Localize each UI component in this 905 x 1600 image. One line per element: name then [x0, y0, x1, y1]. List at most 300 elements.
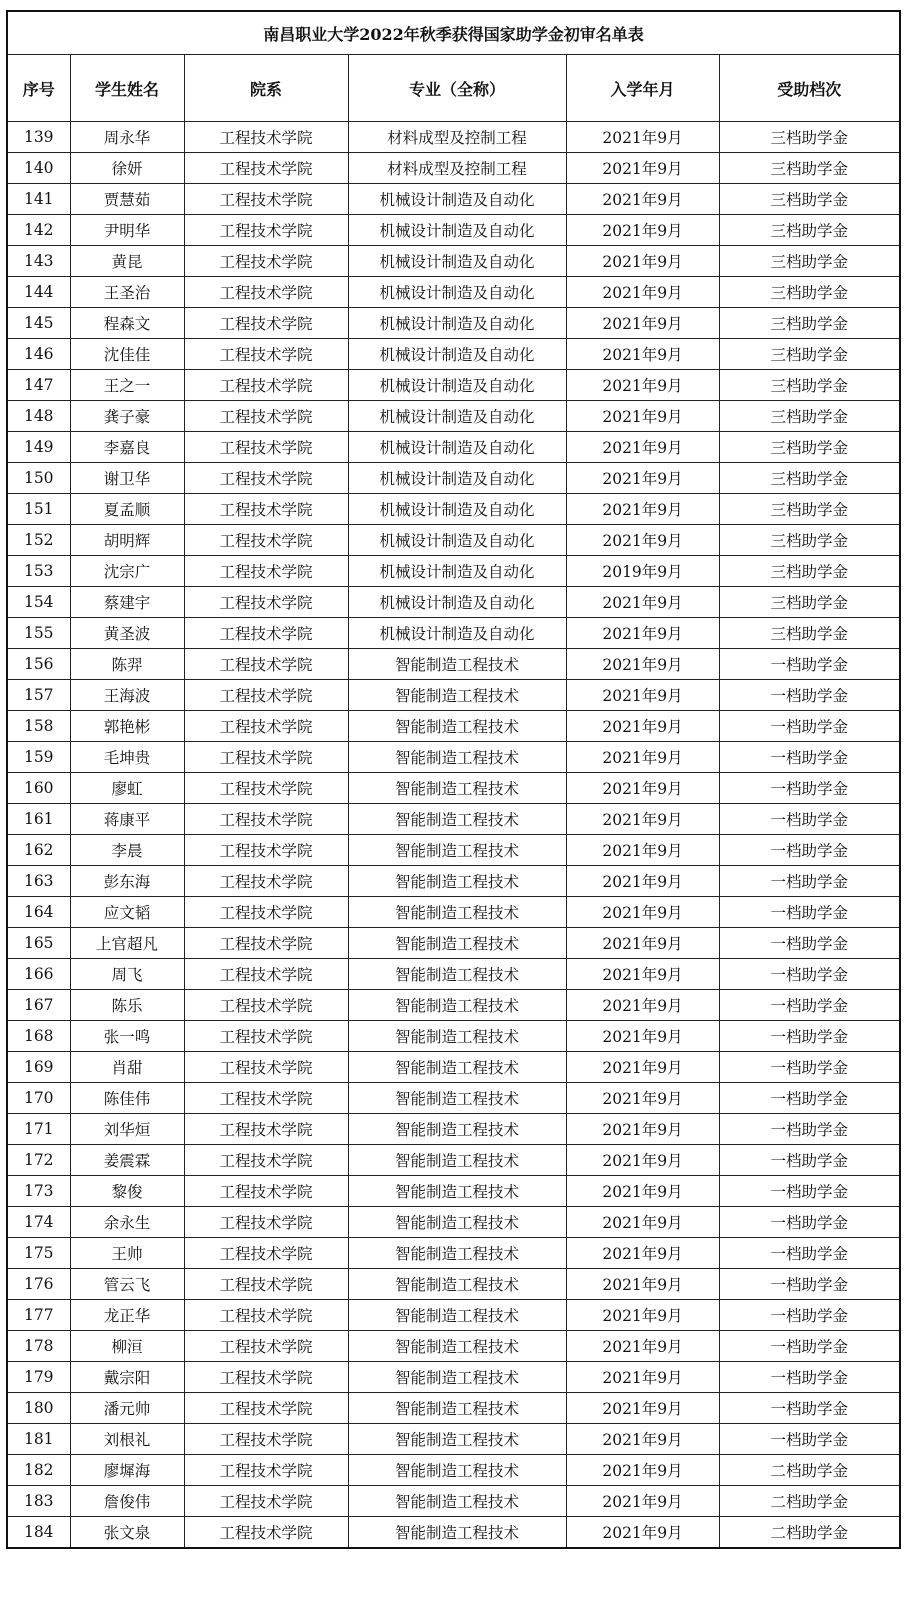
cell-major: 智能制造工程技术: [348, 959, 566, 990]
cell-student-name: 黄圣波: [70, 618, 184, 649]
cell-department: 工程技术学院: [184, 680, 348, 711]
cell-grant-level: 一档助学金: [719, 1331, 900, 1362]
cell-index: 153: [7, 556, 70, 587]
cell-grant-level: 一档助学金: [719, 1114, 900, 1145]
cell-department: 工程技术学院: [184, 122, 348, 153]
cell-index: 150: [7, 463, 70, 494]
cell-grant-level: 一档助学金: [719, 742, 900, 773]
cell-student-name: 黎俊: [70, 1176, 184, 1207]
cell-major: 材料成型及控制工程: [348, 122, 566, 153]
cell-index: 164: [7, 897, 70, 928]
cell-major: 智能制造工程技术: [348, 1517, 566, 1549]
cell-grant-level: 一档助学金: [719, 835, 900, 866]
cell-grant-level: 三档助学金: [719, 184, 900, 215]
cell-index: 151: [7, 494, 70, 525]
table-row: [7, 897, 900, 928]
cell-major: 机械设计制造及自动化: [348, 494, 566, 525]
cell-enrollment: 2021年9月: [566, 1145, 719, 1176]
cell-enrollment: 2021年9月: [566, 618, 719, 649]
cell-enrollment: 2021年9月: [566, 773, 719, 804]
cell-grant-level: 三档助学金: [719, 246, 900, 277]
cell-grant-level: 三档助学金: [719, 215, 900, 246]
cell-enrollment: 2021年9月: [566, 370, 719, 401]
cell-department: 工程技术学院: [184, 1362, 348, 1393]
cell-major: 智能制造工程技术: [348, 1486, 566, 1517]
cell-department: 工程技术学院: [184, 370, 348, 401]
cell-grant-level: 一档助学金: [719, 711, 900, 742]
cell-major: 机械设计制造及自动化: [348, 618, 566, 649]
cell-major: 智能制造工程技术: [348, 1021, 566, 1052]
cell-grant-level: 一档助学金: [719, 1269, 900, 1300]
cell-index: 184: [7, 1517, 70, 1549]
title-row: [7, 11, 900, 55]
cell-major: 智能制造工程技术: [348, 835, 566, 866]
col-header-enrollment: 入学年月: [566, 55, 719, 122]
table-row: [7, 246, 900, 277]
cell-grant-level: 三档助学金: [719, 618, 900, 649]
cell-enrollment: 2021年9月: [566, 649, 719, 680]
cell-index: 165: [7, 928, 70, 959]
cell-index: 170: [7, 1083, 70, 1114]
cell-index: 147: [7, 370, 70, 401]
cell-major: 机械设计制造及自动化: [348, 432, 566, 463]
table-title: 南昌职业大学2022年秋季获得国家助学金初审名单表: [7, 11, 900, 55]
cell-department: 工程技术学院: [184, 1424, 348, 1455]
cell-major: 智能制造工程技术: [348, 680, 566, 711]
cell-major: 智能制造工程技术: [348, 742, 566, 773]
cell-department: 工程技术学院: [184, 804, 348, 835]
cell-index: 163: [7, 866, 70, 897]
cell-index: 160: [7, 773, 70, 804]
cell-enrollment: 2021年9月: [566, 1517, 719, 1549]
cell-major: 智能制造工程技术: [348, 773, 566, 804]
cell-index: 173: [7, 1176, 70, 1207]
cell-student-name: 刘根礼: [70, 1424, 184, 1455]
cell-index: 149: [7, 432, 70, 463]
table-row: [7, 215, 900, 246]
cell-department: 工程技术学院: [184, 1300, 348, 1331]
cell-student-name: 王帅: [70, 1238, 184, 1269]
grant-list-table: [6, 10, 901, 1549]
cell-enrollment: 2021年9月: [566, 432, 719, 463]
cell-grant-level: 一档助学金: [719, 990, 900, 1021]
cell-index: 162: [7, 835, 70, 866]
cell-index: 178: [7, 1331, 70, 1362]
cell-department: 工程技术学院: [184, 1269, 348, 1300]
cell-index: 168: [7, 1021, 70, 1052]
cell-department: 工程技术学院: [184, 959, 348, 990]
table-row: [7, 1238, 900, 1269]
cell-enrollment: 2021年9月: [566, 1331, 719, 1362]
cell-department: 工程技术学院: [184, 1083, 348, 1114]
cell-department: 工程技术学院: [184, 990, 348, 1021]
table-row: [7, 742, 900, 773]
cell-student-name: 陈佳伟: [70, 1083, 184, 1114]
table-row: [7, 1424, 900, 1455]
cell-department: 工程技术学院: [184, 897, 348, 928]
table-row: [7, 1393, 900, 1424]
cell-major: 机械设计制造及自动化: [348, 184, 566, 215]
table-row: [7, 1114, 900, 1145]
cell-major: 机械设计制造及自动化: [348, 525, 566, 556]
cell-grant-level: 三档助学金: [719, 153, 900, 184]
cell-enrollment: 2021年9月: [566, 277, 719, 308]
table-row: [7, 1176, 900, 1207]
cell-index: 159: [7, 742, 70, 773]
cell-department: 工程技术学院: [184, 432, 348, 463]
cell-student-name: 张文泉: [70, 1517, 184, 1549]
cell-major: 智能制造工程技术: [348, 1238, 566, 1269]
cell-index: 167: [7, 990, 70, 1021]
cell-grant-level: 三档助学金: [719, 556, 900, 587]
cell-index: 140: [7, 153, 70, 184]
cell-student-name: 李嘉良: [70, 432, 184, 463]
cell-student-name: 彭东海: [70, 866, 184, 897]
cell-enrollment: 2021年9月: [566, 804, 719, 835]
cell-major: 智能制造工程技术: [348, 804, 566, 835]
cell-index: 180: [7, 1393, 70, 1424]
cell-major: 智能制造工程技术: [348, 897, 566, 928]
cell-student-name: 龙正华: [70, 1300, 184, 1331]
cell-major: 智能制造工程技术: [348, 1393, 566, 1424]
cell-index: 141: [7, 184, 70, 215]
cell-major: 智能制造工程技术: [348, 1083, 566, 1114]
cell-enrollment: 2021年9月: [566, 525, 719, 556]
table-row: [7, 1362, 900, 1393]
cell-enrollment: 2021年9月: [566, 835, 719, 866]
cell-grant-level: 三档助学金: [719, 432, 900, 463]
cell-student-name: 毛坤贵: [70, 742, 184, 773]
cell-index: 174: [7, 1207, 70, 1238]
cell-enrollment: 2021年9月: [566, 215, 719, 246]
table-body: [7, 122, 900, 1549]
cell-department: 工程技术学院: [184, 649, 348, 680]
table-row: [7, 1486, 900, 1517]
cell-department: 工程技术学院: [184, 1486, 348, 1517]
cell-enrollment: 2019年9月: [566, 556, 719, 587]
cell-department: 工程技术学院: [184, 339, 348, 370]
table-row: [7, 1300, 900, 1331]
cell-enrollment: 2021年9月: [566, 1424, 719, 1455]
table-row: [7, 866, 900, 897]
cell-department: 工程技术学院: [184, 277, 348, 308]
cell-enrollment: 2021年9月: [566, 990, 719, 1021]
table-row: [7, 1517, 900, 1549]
cell-enrollment: 2021年9月: [566, 1486, 719, 1517]
cell-enrollment: 2021年9月: [566, 1455, 719, 1486]
cell-department: 工程技术学院: [184, 866, 348, 897]
cell-major: 机械设计制造及自动化: [348, 370, 566, 401]
cell-grant-level: 一档助学金: [719, 1021, 900, 1052]
cell-student-name: 刘华烜: [70, 1114, 184, 1145]
cell-enrollment: 2021年9月: [566, 122, 719, 153]
cell-enrollment: 2021年9月: [566, 153, 719, 184]
cell-student-name: 詹俊伟: [70, 1486, 184, 1517]
cell-department: 工程技术学院: [184, 1455, 348, 1486]
table-row: [7, 1021, 900, 1052]
cell-student-name: 陈羿: [70, 649, 184, 680]
cell-enrollment: 2021年9月: [566, 587, 719, 618]
cell-major: 智能制造工程技术: [348, 1362, 566, 1393]
cell-major: 智能制造工程技术: [348, 1145, 566, 1176]
cell-index: 152: [7, 525, 70, 556]
cell-student-name: 廖墀海: [70, 1455, 184, 1486]
cell-index: 156: [7, 649, 70, 680]
col-header-name: 学生姓名: [70, 55, 184, 122]
cell-student-name: 徐妍: [70, 153, 184, 184]
cell-enrollment: 2021年9月: [566, 308, 719, 339]
cell-grant-level: 一档助学金: [719, 1083, 900, 1114]
cell-major: 智能制造工程技术: [348, 1269, 566, 1300]
cell-department: 工程技术学院: [184, 494, 348, 525]
cell-grant-level: 三档助学金: [719, 308, 900, 339]
cell-major: 机械设计制造及自动化: [348, 215, 566, 246]
cell-grant-level: 一档助学金: [719, 1424, 900, 1455]
cell-student-name: 胡明辉: [70, 525, 184, 556]
cell-grant-level: 三档助学金: [719, 525, 900, 556]
cell-department: 工程技术学院: [184, 1331, 348, 1362]
cell-department: 工程技术学院: [184, 742, 348, 773]
cell-department: 工程技术学院: [184, 1393, 348, 1424]
table-row: [7, 1455, 900, 1486]
cell-grant-level: 一档助学金: [719, 866, 900, 897]
table-row: [7, 1207, 900, 1238]
cell-index: 157: [7, 680, 70, 711]
cell-major: 智能制造工程技术: [348, 1176, 566, 1207]
cell-major: 智能制造工程技术: [348, 1207, 566, 1238]
table-row: [7, 1083, 900, 1114]
cell-student-name: 廖虹: [70, 773, 184, 804]
cell-enrollment: 2021年9月: [566, 1052, 719, 1083]
cell-enrollment: 2021年9月: [566, 1269, 719, 1300]
cell-grant-level: 一档助学金: [719, 649, 900, 680]
table-row: [7, 463, 900, 494]
cell-department: 工程技术学院: [184, 463, 348, 494]
cell-index: 172: [7, 1145, 70, 1176]
cell-enrollment: 2021年9月: [566, 1021, 719, 1052]
col-header-index: 序号: [7, 55, 70, 122]
cell-index: 146: [7, 339, 70, 370]
table-row: [7, 680, 900, 711]
cell-student-name: 余永生: [70, 1207, 184, 1238]
cell-student-name: 沈佳佳: [70, 339, 184, 370]
cell-grant-level: 三档助学金: [719, 277, 900, 308]
cell-grant-level: 二档助学金: [719, 1517, 900, 1549]
cell-index: 144: [7, 277, 70, 308]
cell-grant-level: 一档助学金: [719, 804, 900, 835]
cell-enrollment: 2021年9月: [566, 711, 719, 742]
cell-student-name: 潘元帅: [70, 1393, 184, 1424]
table-row: [7, 711, 900, 742]
cell-enrollment: 2021年9月: [566, 1207, 719, 1238]
cell-enrollment: 2021年9月: [566, 680, 719, 711]
cell-enrollment: 2021年9月: [566, 401, 719, 432]
cell-student-name: 应文韬: [70, 897, 184, 928]
cell-grant-level: 一档助学金: [719, 1300, 900, 1331]
cell-enrollment: 2021年9月: [566, 1393, 719, 1424]
table-row: [7, 928, 900, 959]
cell-index: 148: [7, 401, 70, 432]
cell-enrollment: 2021年9月: [566, 1300, 719, 1331]
table-row: [7, 1145, 900, 1176]
cell-grant-level: 三档助学金: [719, 401, 900, 432]
cell-student-name: 姜震霖: [70, 1145, 184, 1176]
cell-student-name: 周永华: [70, 122, 184, 153]
table-row: [7, 339, 900, 370]
cell-grant-level: 一档助学金: [719, 1145, 900, 1176]
cell-student-name: 肖甜: [70, 1052, 184, 1083]
cell-enrollment: 2021年9月: [566, 1083, 719, 1114]
cell-enrollment: 2021年9月: [566, 866, 719, 897]
table-row: [7, 1052, 900, 1083]
cell-department: 工程技术学院: [184, 1114, 348, 1145]
table-row: [7, 401, 900, 432]
cell-major: 智能制造工程技术: [348, 711, 566, 742]
cell-department: 工程技术学院: [184, 711, 348, 742]
cell-department: 工程技术学院: [184, 246, 348, 277]
cell-index: 166: [7, 959, 70, 990]
cell-grant-level: 二档助学金: [719, 1486, 900, 1517]
cell-student-name: 柳洹: [70, 1331, 184, 1362]
cell-index: 161: [7, 804, 70, 835]
cell-department: 工程技术学院: [184, 1052, 348, 1083]
table-row: [7, 277, 900, 308]
cell-grant-level: 一档助学金: [719, 897, 900, 928]
cell-enrollment: 2021年9月: [566, 959, 719, 990]
cell-department: 工程技术学院: [184, 587, 348, 618]
cell-major: 智能制造工程技术: [348, 1300, 566, 1331]
cell-grant-level: 一档助学金: [719, 928, 900, 959]
cell-grant-level: 三档助学金: [719, 494, 900, 525]
cell-enrollment: 2021年9月: [566, 184, 719, 215]
table-row: [7, 525, 900, 556]
cell-student-name: 上官超凡: [70, 928, 184, 959]
table-row: [7, 773, 900, 804]
cell-department: 工程技术学院: [184, 525, 348, 556]
cell-index: 142: [7, 215, 70, 246]
table-row: [7, 1331, 900, 1362]
table-row: [7, 308, 900, 339]
cell-student-name: 谢卫华: [70, 463, 184, 494]
cell-grant-level: 一档助学金: [719, 1207, 900, 1238]
cell-department: 工程技术学院: [184, 1207, 348, 1238]
cell-department: 工程技术学院: [184, 1145, 348, 1176]
cell-department: 工程技术学院: [184, 308, 348, 339]
cell-grant-level: 一档助学金: [719, 1393, 900, 1424]
cell-index: 169: [7, 1052, 70, 1083]
cell-department: 工程技术学院: [184, 1021, 348, 1052]
table-row: [7, 804, 900, 835]
cell-department: 工程技术学院: [184, 1176, 348, 1207]
table-row: [7, 990, 900, 1021]
cell-enrollment: 2021年9月: [566, 1176, 719, 1207]
table-row: [7, 370, 900, 401]
cell-major: 机械设计制造及自动化: [348, 339, 566, 370]
cell-grant-level: 三档助学金: [719, 370, 900, 401]
cell-grant-level: 三档助学金: [719, 463, 900, 494]
cell-department: 工程技术学院: [184, 1517, 348, 1549]
cell-major: 智能制造工程技术: [348, 1424, 566, 1455]
cell-index: 179: [7, 1362, 70, 1393]
cell-index: 155: [7, 618, 70, 649]
cell-major: 机械设计制造及自动化: [348, 587, 566, 618]
cell-student-name: 管云飞: [70, 1269, 184, 1300]
cell-enrollment: 2021年9月: [566, 928, 719, 959]
cell-major: 智能制造工程技术: [348, 928, 566, 959]
cell-enrollment: 2021年9月: [566, 1238, 719, 1269]
cell-major: 机械设计制造及自动化: [348, 401, 566, 432]
cell-department: 工程技术学院: [184, 1238, 348, 1269]
cell-index: 175: [7, 1238, 70, 1269]
cell-enrollment: 2021年9月: [566, 742, 719, 773]
cell-major: 材料成型及控制工程: [348, 153, 566, 184]
cell-grant-level: 一档助学金: [719, 680, 900, 711]
cell-student-name: 张一鸣: [70, 1021, 184, 1052]
cell-student-name: 陈乐: [70, 990, 184, 1021]
header-row: [7, 55, 900, 122]
cell-student-name: 蔡建宇: [70, 587, 184, 618]
cell-department: 工程技术学院: [184, 153, 348, 184]
table-row: [7, 432, 900, 463]
cell-student-name: 夏孟顺: [70, 494, 184, 525]
cell-grant-level: 一档助学金: [719, 1238, 900, 1269]
cell-student-name: 王之一: [70, 370, 184, 401]
cell-major: 智能制造工程技术: [348, 990, 566, 1021]
cell-enrollment: 2021年9月: [566, 339, 719, 370]
cell-grant-level: 一档助学金: [719, 1176, 900, 1207]
cell-major: 智能制造工程技术: [348, 1455, 566, 1486]
cell-index: 139: [7, 122, 70, 153]
cell-major: 智能制造工程技术: [348, 649, 566, 680]
cell-student-name: 尹明华: [70, 215, 184, 246]
cell-index: 143: [7, 246, 70, 277]
cell-grant-level: 三档助学金: [719, 122, 900, 153]
cell-student-name: 王海波: [70, 680, 184, 711]
cell-major: 机械设计制造及自动化: [348, 277, 566, 308]
table-row: [7, 556, 900, 587]
cell-enrollment: 2021年9月: [566, 463, 719, 494]
col-header-major: 专业（全称）: [348, 55, 566, 122]
cell-student-name: 蒋康平: [70, 804, 184, 835]
cell-student-name: 程森文: [70, 308, 184, 339]
cell-enrollment: 2021年9月: [566, 494, 719, 525]
cell-major: 智能制造工程技术: [348, 1114, 566, 1145]
cell-major: 机械设计制造及自动化: [348, 308, 566, 339]
cell-student-name: 黄昆: [70, 246, 184, 277]
table-row: [7, 184, 900, 215]
cell-student-name: 郭艳彬: [70, 711, 184, 742]
cell-major: 机械设计制造及自动化: [348, 246, 566, 277]
cell-major: 智能制造工程技术: [348, 1052, 566, 1083]
cell-index: 145: [7, 308, 70, 339]
cell-index: 176: [7, 1269, 70, 1300]
cell-student-name: 李晨: [70, 835, 184, 866]
table-row: [7, 649, 900, 680]
table-row: [7, 122, 900, 153]
col-header-department: 院系: [184, 55, 348, 122]
cell-student-name: 周飞: [70, 959, 184, 990]
cell-enrollment: 2021年9月: [566, 246, 719, 277]
table-row: [7, 1269, 900, 1300]
cell-enrollment: 2021年9月: [566, 897, 719, 928]
cell-department: 工程技术学院: [184, 556, 348, 587]
cell-grant-level: 一档助学金: [719, 1362, 900, 1393]
cell-department: 工程技术学院: [184, 773, 348, 804]
cell-department: 工程技术学院: [184, 928, 348, 959]
cell-major: 机械设计制造及自动化: [348, 463, 566, 494]
cell-grant-level: 一档助学金: [719, 773, 900, 804]
cell-enrollment: 2021年9月: [566, 1362, 719, 1393]
